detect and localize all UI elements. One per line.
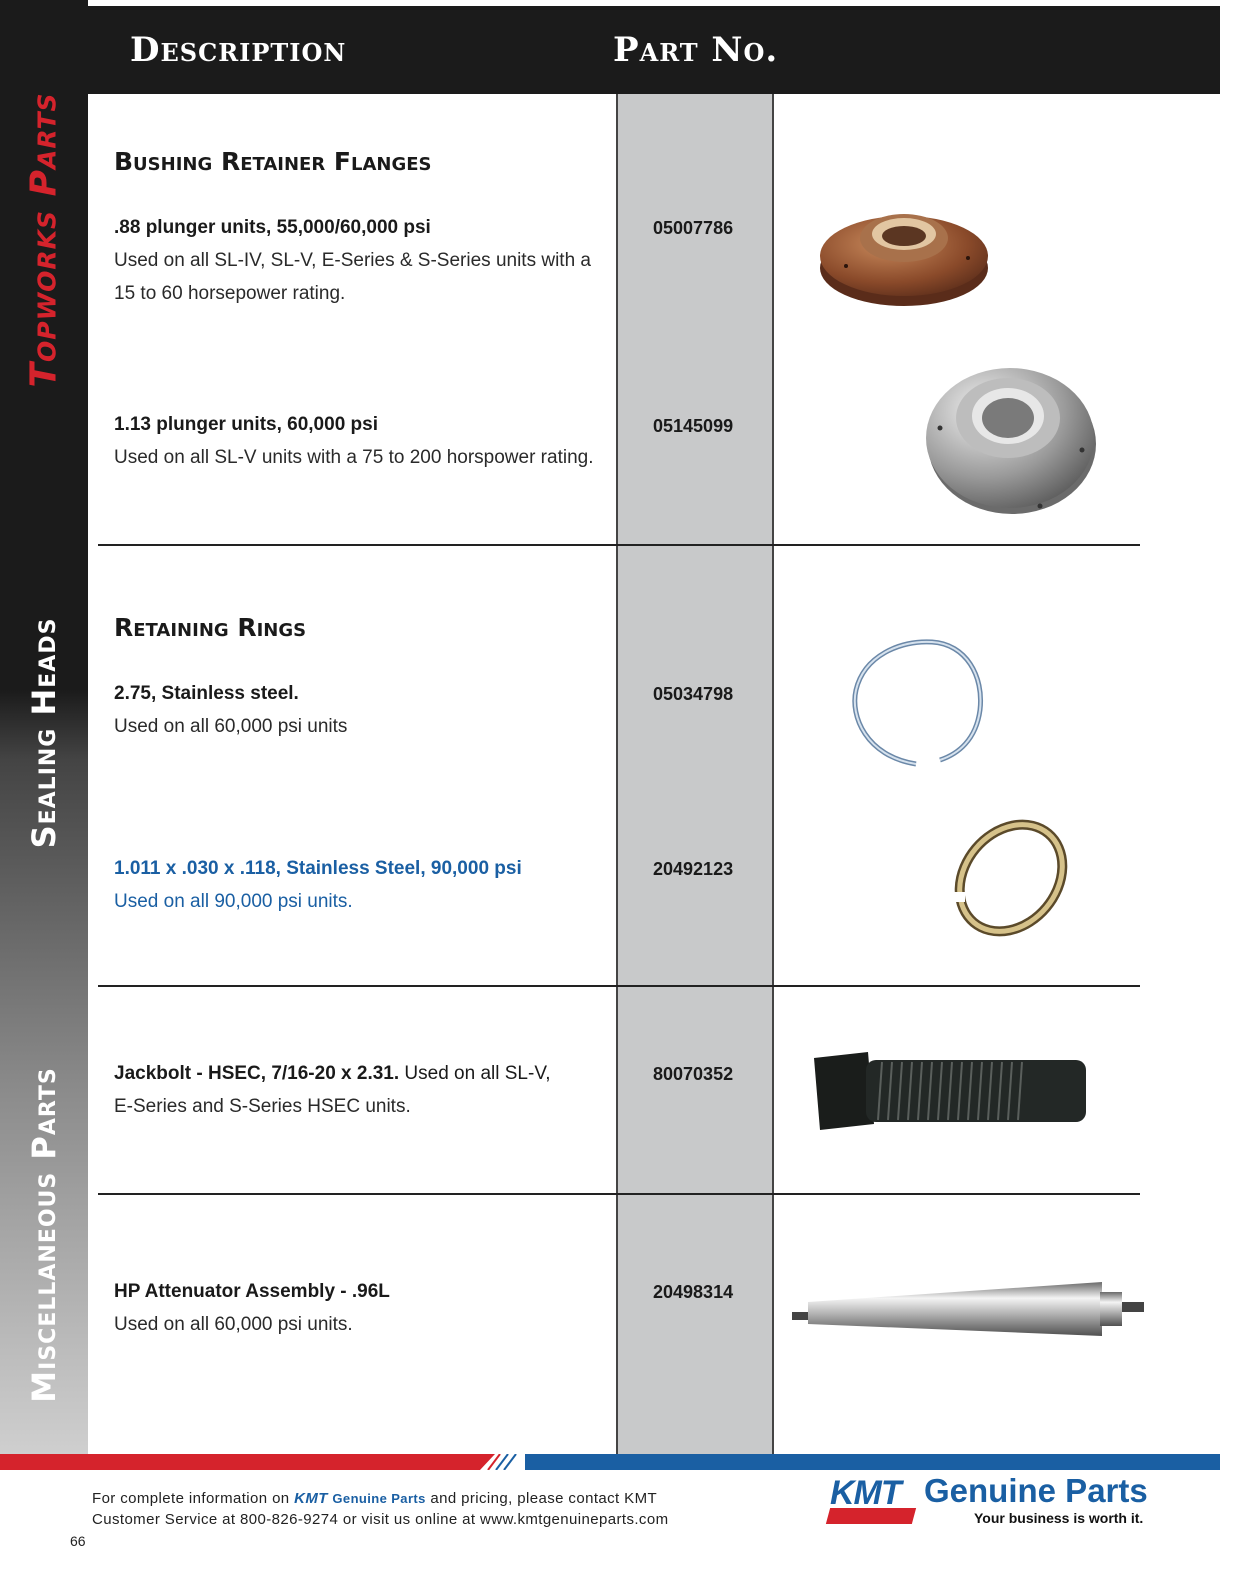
table-header <box>88 6 1220 94</box>
footer-line-1 <box>92 1488 668 1509</box>
logo-kmt-text: KMT <box>830 1474 901 1512</box>
footer-line-2: Customer Service at 800-826-9274 or visit us online at www.kmtgenuineparts.com <box>92 1511 669 1528</box>
part-number: 05034798 <box>653 684 734 704</box>
item-description <box>114 441 594 474</box>
item-description <box>114 710 347 743</box>
kmt-logo-mark <box>826 1474 918 1526</box>
item-title: 1.13 plunger units, 60,000 psi <box>114 414 378 435</box>
jackbolt-title: Jackbolt - HSEC, 7/16-20 x 2.31. <box>114 1063 400 1084</box>
small-ring-image <box>945 816 1075 946</box>
item-description-line: Used on all SL-V units with a 75 to 200 horspower rating. <box>114 447 594 468</box>
item-description-line: Used on all 60,000 psi units. <box>114 1314 353 1335</box>
footer-contact-text <box>92 1488 668 1530</box>
kmt-genuine-parts-logo <box>826 1472 1156 1528</box>
steel-flange-image <box>922 358 1098 518</box>
item-description <box>114 1308 353 1341</box>
item-title <box>114 1063 551 1085</box>
description-header: Description <box>130 30 347 70</box>
part-number-column <box>616 94 774 1454</box>
item-description <box>114 244 591 310</box>
item-title: 1.011 x .030 x .118, Stainless Steel, 90,000 psi <box>114 858 522 879</box>
sidebar-tab-topworks: Topworks Parts <box>23 92 65 388</box>
item-description-line: Used on all 60,000 psi units <box>114 716 348 737</box>
item-description-line: 15 to 60 horsepower rating. <box>114 283 346 304</box>
logo-genuine-parts-text: Genuine Parts <box>924 1472 1148 1509</box>
part-number-header: Part No. <box>613 30 779 70</box>
sidebar <box>0 0 88 1454</box>
part-number: 20492123 <box>653 859 734 879</box>
part-number: 80070352 <box>653 1064 734 1084</box>
logo-tagline: Your business is worth it. <box>974 1510 1144 1526</box>
item-title: .88 plunger units, 55,000/60,000 psi <box>114 217 431 238</box>
footer-brand-kmt: KMT <box>294 1490 328 1507</box>
jackbolt-desc-inline: Used on all SL-V, <box>404 1063 551 1084</box>
section-divider <box>98 1193 1140 1195</box>
jackbolt-image <box>812 1050 1092 1136</box>
footer-stripe <box>0 1454 1220 1470</box>
part-number: 05145099 <box>653 416 734 436</box>
item-title: 2.75, Stainless steel. <box>114 683 299 704</box>
page-number: 66 <box>70 1533 86 1549</box>
footer-line-1-post: and pricing, please contact KMT <box>430 1490 658 1507</box>
item-description <box>114 1090 411 1123</box>
footer-brand-name: Genuine Parts <box>332 1491 426 1506</box>
sidebar-tab-miscellaneous: Miscellaneous Parts <box>25 1067 63 1403</box>
sidebar-tab-sealing-heads: Sealing Heads <box>25 617 63 849</box>
part-number: 20498314 <box>653 1282 734 1302</box>
section-divider <box>98 985 1140 987</box>
item-description-line: Used on all SL-IV, SL-V, E-Series & S-Series units with a <box>114 250 591 271</box>
item-description-line: Used on all 90,000 psi units. <box>114 891 353 912</box>
part-number: 05007786 <box>653 218 734 238</box>
footer-line-1-pre: For complete information on <box>92 1490 290 1507</box>
section-divider <box>98 544 1140 546</box>
item-title: HP Attenuator Assembly - .96L <box>114 1281 390 1302</box>
section-title-bushing: Bushing Retainer Flanges <box>114 147 432 176</box>
copper-flange-image <box>818 200 990 310</box>
section-title-rings: Retaining Rings <box>114 613 307 642</box>
item-description <box>114 885 353 918</box>
attenuator-image <box>790 1268 1150 1348</box>
retaining-ring-image <box>848 636 988 770</box>
item-description-line: E-Series and S-Series HSEC units. <box>114 1096 411 1117</box>
